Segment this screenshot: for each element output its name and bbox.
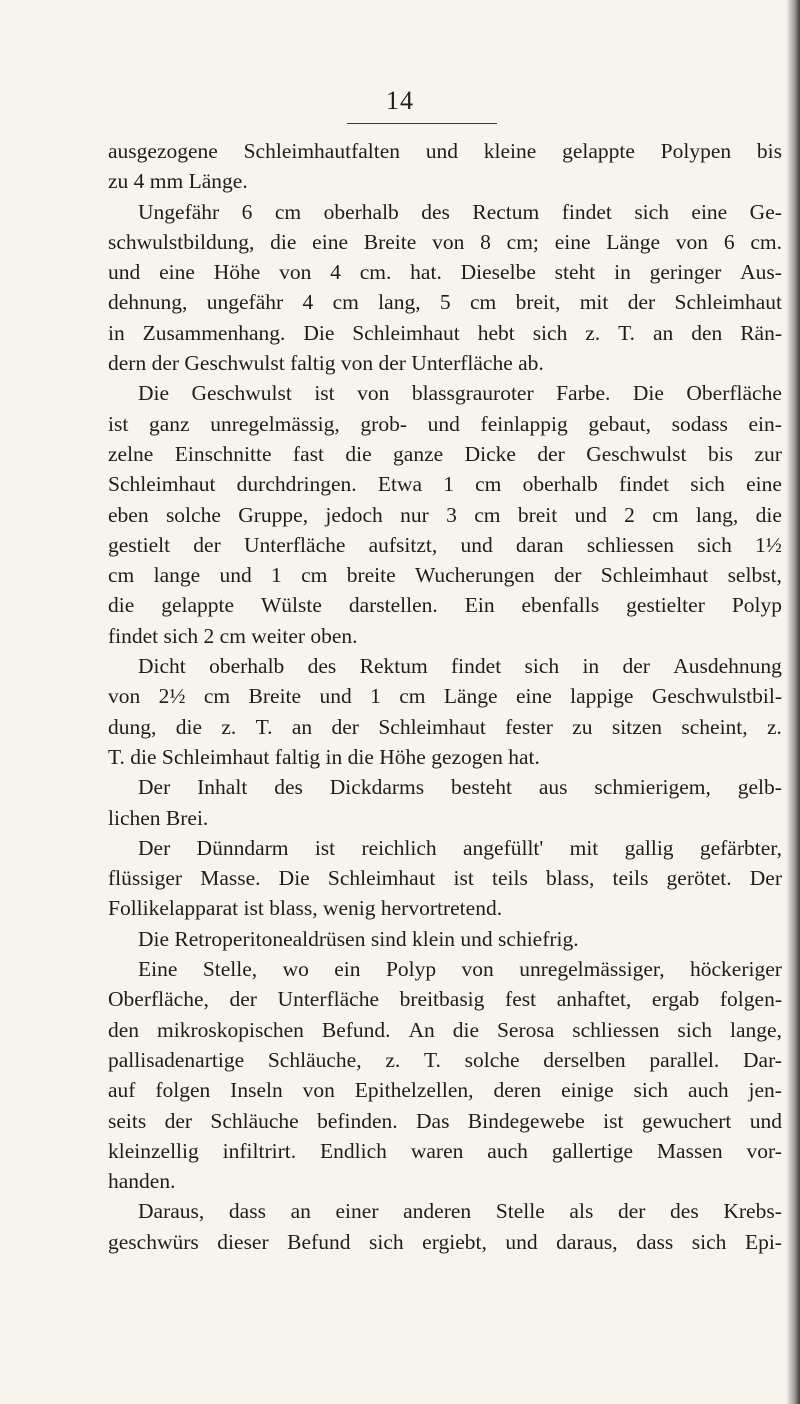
text-line: auf folgen Inseln von Epithelzellen, deren einige sich auch jen- [108, 1078, 782, 1103]
text-line: ausgezogene Schleimhautfalten und kleine gelappte Polypen bis [108, 139, 782, 163]
text-line: den mikroskopischen Befund. An die Serosa schliessen sich lange, [108, 1017, 782, 1042]
text-line: ist ganz unregelmässig, grob- und feinlappig gebaut, sodass ein- [108, 411, 782, 436]
text-line: Daraus, dass an einer anderen Stelle als der des Krebs- [138, 1199, 782, 1224]
text-line: dern der Geschwulst faltig von der Unterfläche ab. [108, 351, 544, 376]
text-line: Die Retroperitonealdrüsen sind klein und schiefrig. [138, 926, 579, 951]
text-line: zelne Einschnitte fast die ganze Dicke der Geschwulst bis zur [108, 441, 782, 466]
text-line: Der Inhalt des Dickdarms besteht aus schmierigem, gelb- [138, 775, 782, 800]
body-text [108, 136, 782, 1257]
text-line: dehnung, ungefähr 4 cm lang, 5 cm breit, mit der Schleimhaut [108, 290, 782, 315]
text-line: Dicht oberhalb des Rektum findet sich in der Ausdehnung [138, 654, 782, 679]
text-line: schwulstbildung, die eine Breite von 8 cm; eine Länge von 6 cm. [108, 229, 782, 254]
text-line: von 2½ cm Breite und 1 cm Länge eine lappige Geschwulstbil- [108, 684, 782, 709]
text-line: die gelappte Wülste darstellen. Ein ebenfalls gestielter Polyp [108, 593, 782, 618]
text-line: in Zusammenhang. Die Schleimhaut hebt sich z. T. an den Rän- [108, 320, 782, 345]
text-line: cm lange und 1 cm breite Wucherungen der Schleimhaut selbst, [108, 563, 782, 588]
text-line: T. die Schleimhaut faltig in die Höhe gezogen hat. [108, 744, 540, 769]
text-line: Die Geschwulst ist von blassgrauroter Farbe. Die Oberfläche [138, 381, 782, 406]
page-edge-shadow [786, 0, 800, 1404]
text-line: Der Dünndarm ist reichlich angefüllt' mit gallig gefärbter, [138, 835, 782, 860]
text-line: geschwürs dieser Befund sich ergiebt, und daraus, dass sich Epi- [108, 1229, 782, 1254]
text-line: Ungefähr 6 cm oberhalb des Rectum findet sich eine Ge- [138, 199, 782, 224]
text-line: flüssiger Masse. Die Schleimhaut ist teils blass, teils gerötet. Der [108, 866, 782, 891]
page-number: 14 [386, 86, 414, 115]
text-line: gestielt der Unterfläche aufsitzt, und daran schliessen sich 1½ [108, 532, 782, 557]
text-line: findet sich 2 cm weiter oben. [108, 623, 358, 648]
text-line: handen. [108, 1169, 176, 1194]
text-line: und eine Höhe von 4 cm. hat. Dieselbe steht in geringer Aus- [108, 260, 782, 285]
text-line: lichen Brei. [108, 805, 209, 830]
text-line: Eine Stelle, wo ein Polyp von unregelmässiger, höckeriger [138, 957, 782, 982]
text-line: seits der Schläuche befinden. Das Bindegewebe ist gewuchert und [108, 1108, 782, 1133]
text-line: kleinzellig infiltrirt. Endlich waren auch gallertige Massen vor- [108, 1138, 782, 1163]
text-line: Oberfläche, der Unterfläche breitbasig fest anhaftet, ergab folgen- [108, 987, 782, 1012]
text-line: Follikelapparat ist blass, wenig hervortretend. [108, 896, 503, 921]
text-line: pallisadenartige Schläuche, z. T. solche derselben parallel. Dar- [108, 1047, 782, 1072]
text-line: zu 4 mm Länge. [108, 169, 248, 194]
text-line: dung, die z. T. an der Schleimhaut fester zu sitzen scheint, z. [108, 714, 782, 739]
page-number-rule [347, 123, 497, 124]
text-line: Schleimhaut durchdringen. Etwa 1 cm oberhalb findet sich eine [108, 472, 782, 497]
text-line: eben solche Gruppe, jedoch nur 3 cm breit und 2 cm lang, die [108, 502, 782, 527]
